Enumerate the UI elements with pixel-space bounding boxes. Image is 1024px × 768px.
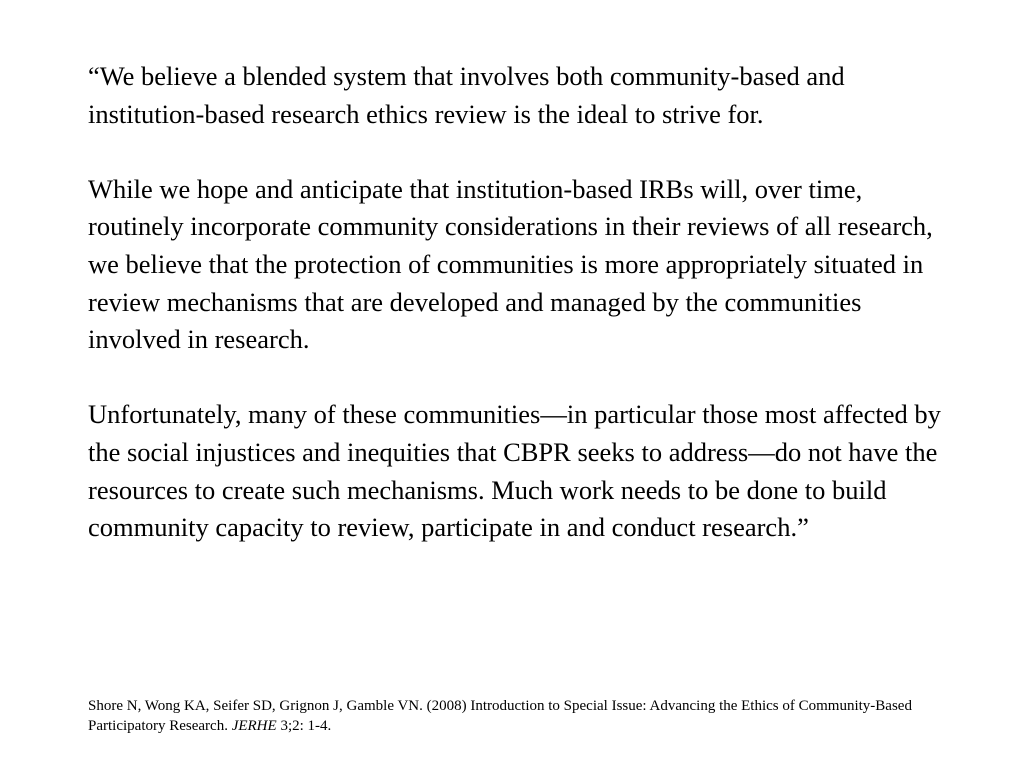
citation-journal: JERHE <box>231 718 277 734</box>
quote-paragraph-2: While we hope and anticipate that institution-based IRBs will, over time, routinely incorporate community considerations in their reviews of all research, we believe that the protection of communities is more appropriately situated in review mechanisms that are developed and managed by the communities involved in research. <box>88 173 933 355</box>
citation <box>88 696 948 736</box>
quote-block <box>88 58 948 547</box>
quote-paragraph-3: Unfortunately, many of these communities—in particular those most affected by the social injustices and inequities that CBPR seeks to address—do not have the resources to create such mechanisms. Much work needs to be done to build community capacity to review, participate in and conduct research.” <box>88 399 941 543</box>
quote-paragraph-1: “We believe a blended system that involves both community-based and institution-based research ethics review is the ideal to strive for. <box>88 61 845 129</box>
citation-details: 3;2: 1-4. <box>280 718 332 734</box>
citation-text: Shore N, Wong KA, Seifer SD, Grignon J, Gamble VN. (2008) Introduction to Special Issue: Advancing the Ethics of Community-Based Participatory Research. <box>88 698 912 734</box>
